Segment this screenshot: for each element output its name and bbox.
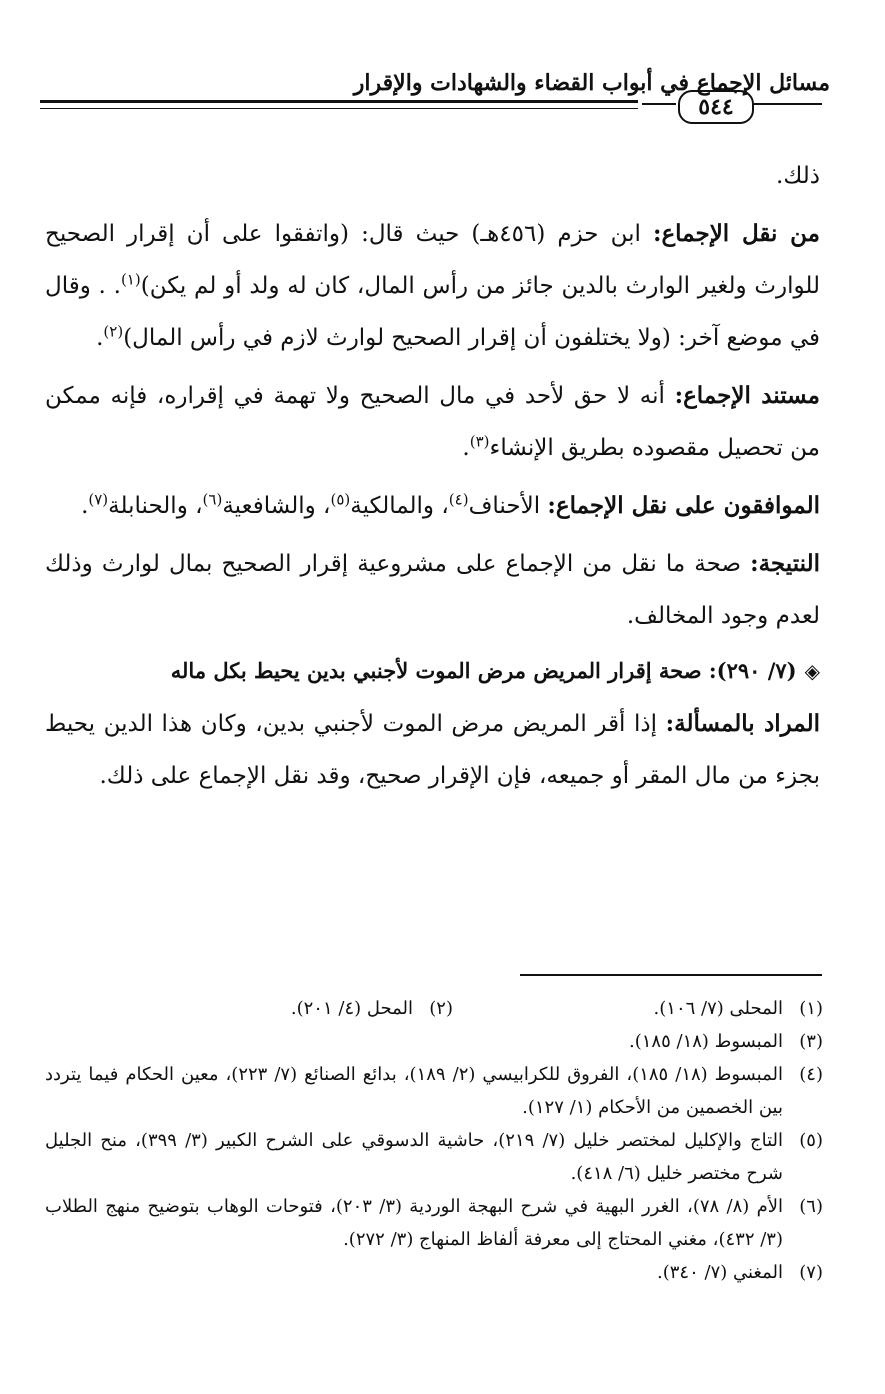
footnote-row — [45, 1256, 823, 1289]
paragraph-text: الأحناف — [468, 493, 548, 519]
footnote-text: التاج والإكليل لمختصر خليل (٧/ ٢١٩)، حاشية الدسوقي على الشرح الكبير (٣/ ٣٩٩)، منح الجليل شرح مختصر خليل (٦/ ٤١٨). — [45, 1130, 783, 1184]
footnote-number: (١) — [799, 998, 823, 1019]
footnote-separator — [520, 974, 822, 976]
footnotes — [45, 992, 823, 1289]
paragraph-heading: مستند الإجماع: — [674, 382, 820, 409]
paragraph-consensus-transmitters — [45, 208, 820, 364]
footnote-number: (٦) — [799, 1196, 823, 1217]
paragraph-text: ، والمالكية — [350, 493, 449, 519]
footnote-row — [45, 1058, 823, 1124]
paragraph-agreeing-schools — [45, 480, 820, 532]
footnote-row — [45, 1025, 823, 1058]
footnote-ref[interactable]: (٣) — [469, 432, 490, 451]
footnote-text: المحل (٤/ ٢٠١). — [290, 998, 413, 1019]
paragraph-text: . — [81, 493, 89, 519]
footnote-ref[interactable]: (٥) — [330, 490, 351, 509]
footnote-number: (٥) — [799, 1130, 823, 1151]
page-number: ٥٤٤ — [678, 90, 754, 124]
paragraph-heading: من نقل الإجماع: — [652, 220, 821, 247]
header-rule-thin — [40, 108, 638, 109]
header-rule-thick — [40, 100, 638, 103]
footnote-text: الأم (٨/ ٧٨)، الغرر البهية في شرح البهجة الوردية (٣/ ٢٠٣)، فتوحات الوهاب بتوضيح منهج الطلاب (٣/ ٤٣٢)، مغني المحتاج إلى معرفة ألفاظ المنهاج (٣/ ٢٧٢). — [45, 1196, 784, 1250]
paragraph-text: ، والشافعية — [222, 493, 331, 519]
paragraph-text: . . وقال في موضع آخر: (ولا يختلفون أن إقرار الصحيح لوارث لازم في رأس المال) — [45, 273, 820, 351]
paragraph-text: صحة ما نقل من الإجماع على مشروعية إقرار الصحيح بمال لوارث وذلك لعدم وجود المخالف. — [45, 551, 820, 629]
main-text — [45, 150, 820, 808]
footnote-ref[interactable]: (٤) — [448, 490, 469, 509]
paragraph-heading: النتيجة: — [750, 550, 820, 577]
footnote-text: المبسوط (١٨/ ١٨٥)، الفروق للكرابيسي (٢/ ١٨٩)، بدائع الصنائع (٧/ ٢٢٣)، معين الحكام فيما يتردد بين الخصمين من الأحكام (١/ ١٢٧). — [45, 1064, 784, 1118]
footnote-number: (٤) — [799, 1064, 823, 1085]
paragraph-issue-meaning — [45, 698, 820, 802]
page-number-dash-right — [754, 103, 822, 105]
footnote-number: (٢) — [429, 998, 453, 1019]
footnote-ref[interactable]: (٧) — [88, 490, 109, 509]
opening-line: ذلك. — [776, 163, 820, 189]
issue-heading — [45, 648, 820, 694]
paragraph-text: ابن حزم (٤٥٦هـ) حيث قال: (واتفقوا على أن إقرار الصحيح للوارث ولغير الوارث بالدين جائز من رأس المال، كان له ولد أو لم يكن) — [45, 221, 820, 299]
running-header-title: مسائل الإجماع في أبواب القضاء والشهادات والإقرار — [353, 70, 830, 96]
footnote-ref[interactable]: (٢) — [103, 322, 124, 341]
paragraph-heading: المراد بالمسألة: — [665, 710, 821, 737]
paragraph-text: إذا أقر المريض مرض الموت لأجنبي بدين، وكان هذا الدين يحيط بجزء من مال المقر أو جميعه، فإن الإقرار صحيح، وقد نقل الإجماع على ذلك. — [45, 711, 820, 789]
footnote-text: المبسوط (١٨/ ١٨٥). — [629, 1031, 783, 1052]
paragraph-result — [45, 538, 820, 642]
paragraph-text: ، والحنابلة — [108, 493, 203, 519]
paragraph-text: أنه لا حق لأحد في مال الصحيح ولا تهمة في إقراره، فإنه ممكن من تحصيل مقصوده بطريق الإنشاء — [45, 383, 820, 461]
footnote-number: (٣) — [799, 1031, 823, 1052]
paragraph-text: . — [462, 435, 470, 461]
page-number-dash-left — [642, 103, 676, 105]
footnote-ref[interactable]: (١) — [120, 270, 141, 289]
footnote-row — [45, 1190, 823, 1256]
paragraph-consensus-basis — [45, 370, 820, 474]
issue-heading-text: (٧/ ٢٩٠): صحة إقرار المريض مرض الموت لأجنبي بدين يحيط بكل ماله — [170, 658, 797, 683]
paragraph-text: . — [96, 325, 104, 351]
footnote-row — [45, 1124, 823, 1190]
footnote-ref[interactable]: (٦) — [202, 490, 223, 509]
footnote-row — [45, 992, 823, 1025]
paragraph-heading: الموافقون على نقل الإجماع: — [547, 492, 820, 519]
footnote-number: (٧) — [799, 1262, 823, 1283]
footnote-text: المغني (٧/ ٣٤٠). — [657, 1262, 783, 1283]
footnote-text: المحلى (٧/ ١٠٦). — [653, 998, 783, 1019]
diamond-icon: ◈ — [804, 659, 820, 683]
